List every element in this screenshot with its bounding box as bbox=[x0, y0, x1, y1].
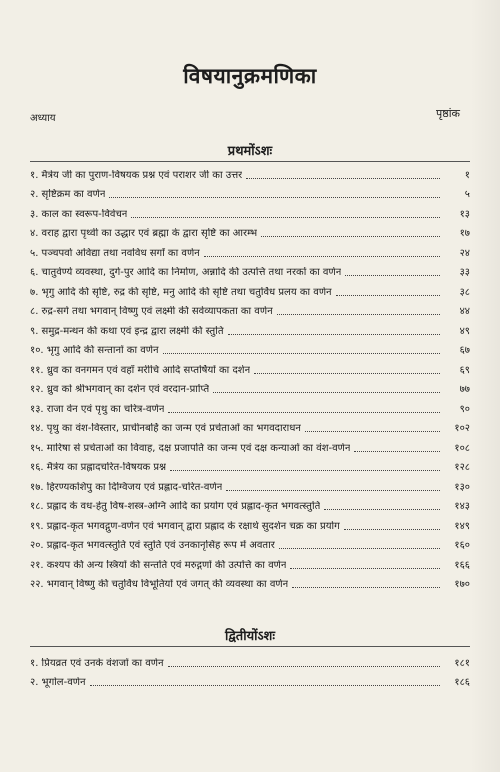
toc-row bbox=[30, 650, 470, 670]
toc-entry-title: १२. ध्रुव को श्रीभगवान् का दर्शन एवं वरदान-प्राप्ति bbox=[30, 384, 210, 395]
dot-leader bbox=[131, 217, 440, 218]
toc-entry-title: ११. ध्रुव का वनगमन एवं वहाँ मरीचि आदि सप्तर्षियों का दर्शन bbox=[30, 364, 251, 376]
dot-leader bbox=[90, 685, 440, 686]
section-divider bbox=[30, 646, 470, 647]
toc-entry-page: १२८ bbox=[454, 462, 470, 473]
toc-entry-title: ५. पञ्चपर्वा अविद्या तथा नवविध सर्गों का वर्णन bbox=[30, 247, 200, 259]
toc-entry-title: २. भूगोल-वर्णन bbox=[30, 677, 86, 688]
toc-row bbox=[30, 474, 470, 494]
dot-leader bbox=[226, 490, 440, 491]
toc-row bbox=[30, 435, 470, 455]
toc-row bbox=[30, 513, 470, 533]
page-title: विषयानुक्रमणिका bbox=[183, 64, 317, 88]
toc-entry-page: १३ bbox=[459, 208, 470, 220]
toc-entry-title: १५. मारिषा से प्रचेताओं का विवाह, दक्ष प्रजापति का जन्म एवं दक्ष कन्याओं का वंश-वर्णन bbox=[30, 442, 351, 454]
toc-entry-title: २२. भगवान् विष्णु की चतुर्विध विभूतियों एवं जगत् की व्यवस्था का वर्णन bbox=[30, 579, 289, 590]
toc-entry-page: १४९ bbox=[454, 520, 470, 532]
toc-entry-title: ९. समुद्र-मन्थन की कथा एवं इन्द्र द्वारा लक्ष्मी की स्तुति bbox=[30, 325, 224, 337]
toc-entry-page: ४४ bbox=[459, 306, 470, 317]
toc-row bbox=[30, 357, 470, 377]
dot-leader bbox=[336, 295, 440, 296]
toc-entry-page: ५ bbox=[464, 189, 470, 200]
toc-row bbox=[30, 182, 470, 202]
toc-entry-page: ६९ bbox=[459, 364, 470, 376]
toc-entry-title: १०. भृगु आदि की सन्तानों का वर्णन bbox=[30, 345, 159, 356]
toc-entry-title: ३. काल का स्वरूप-विवेचन bbox=[30, 208, 128, 220]
toc-entry-page: १८१ bbox=[454, 657, 470, 669]
toc-row bbox=[30, 494, 470, 514]
toc-entry-page: १०८ bbox=[454, 442, 470, 454]
toc-entry-title: २. सृष्टिक्रम का वर्णन bbox=[30, 189, 106, 200]
toc-row bbox=[30, 201, 470, 221]
toc-entry-title: १८. प्रह्लाद के वध-हेतु विष-शस्त्र-अग्नि आदि का प्रयोग एवं प्रह्लाद-कृत भगवत्स्तुति bbox=[30, 501, 321, 512]
toc-entry-page: ९० bbox=[459, 403, 470, 415]
toc-list-second-section bbox=[30, 650, 470, 689]
toc-row bbox=[30, 455, 470, 475]
toc-row bbox=[30, 533, 470, 553]
toc-entry-page: १०२ bbox=[454, 423, 470, 434]
toc-entry-title: १. प्रियव्रत एवं उनके वंशजों का वर्णन bbox=[30, 657, 164, 669]
section-title-second: द्वितीयोंऽशः bbox=[224, 629, 276, 644]
dot-leader bbox=[168, 412, 440, 413]
toc-entry-page: ४९ bbox=[459, 325, 470, 337]
toc-entry-title: १६. मैत्रेय का प्रह्लादचरित-विषयक प्रश्न bbox=[30, 462, 167, 473]
toc-entry-title: १४. पृथु का वंश-विस्तार, प्राचीनबर्हि का जन्म एवं प्रचेताओं का भगवदाराधन bbox=[30, 423, 301, 434]
section-title-first: प्रथमोंऽशः bbox=[227, 144, 273, 159]
dot-leader bbox=[109, 197, 440, 198]
toc-row bbox=[30, 260, 470, 280]
dot-leader bbox=[292, 587, 440, 588]
dot-leader bbox=[345, 275, 440, 276]
dot-leader bbox=[213, 392, 440, 393]
toc-row bbox=[30, 552, 470, 572]
column-header-page: पृष्ठांक bbox=[435, 107, 460, 120]
dot-leader bbox=[204, 256, 440, 257]
toc-entry-page: ६७ bbox=[459, 345, 470, 356]
dot-leader bbox=[254, 373, 440, 374]
toc-row bbox=[30, 162, 470, 182]
dot-leader bbox=[344, 529, 440, 530]
toc-entry-page: २४ bbox=[459, 247, 470, 259]
toc-entry-title: ८. रुद्र-सर्ग तथा भगवान् विष्णु एवं लक्ष्मी की सर्वव्यापकता का वर्णन bbox=[30, 306, 273, 317]
toc-row bbox=[30, 299, 470, 319]
toc-entry-page: १६० bbox=[454, 540, 470, 551]
dot-leader bbox=[168, 666, 440, 667]
toc-entry-title: १. मैत्रेय जी का पुराण-विषयक प्रश्न एवं पराशर जी का उत्तर bbox=[30, 169, 243, 181]
toc-entry-title: १७. हिरण्यकशिपु का दिग्विजय एवं प्रह्लाद-चरित-वर्णन bbox=[30, 481, 223, 493]
toc-entry-page: १७० bbox=[454, 579, 470, 590]
toc-entry-title: ६. चातुर्वर्ण्य व्यवस्था, दुर्ग-पुर आदि का निर्माण, अन्नादि की उत्पत्ति तथा नरकों का वर्णन bbox=[30, 267, 342, 278]
dot-leader bbox=[163, 353, 440, 354]
dot-leader bbox=[277, 314, 440, 315]
toc-list-first-section bbox=[30, 162, 470, 591]
dot-leader bbox=[324, 509, 440, 510]
toc-row bbox=[30, 318, 470, 338]
dot-leader bbox=[305, 431, 440, 432]
toc-entry-page: १८६ bbox=[454, 677, 470, 688]
toc-row bbox=[30, 240, 470, 260]
dot-leader bbox=[246, 178, 440, 179]
dot-leader bbox=[279, 548, 440, 549]
toc-entry-page: १४३ bbox=[454, 501, 470, 512]
page-edge-shadow bbox=[470, 0, 500, 772]
toc-entry-page: १७ bbox=[459, 228, 470, 239]
toc-entry-title: १३. राजा वेन एवं पृथु का चरित्र-वर्णन bbox=[30, 403, 165, 415]
toc-entry-title: ४. वराह द्वारा पृथ्वी का उद्धार एवं ब्रह्मा के द्वारा सृष्टि का आरम्भ bbox=[30, 228, 258, 239]
toc-entry-page: १ bbox=[464, 169, 470, 181]
toc-entry-page: १६६ bbox=[454, 559, 470, 571]
toc-entry-title: १९. प्रह्लाद-कृत भगवद्गुण-वर्णन एवं भगवान् द्वारा प्रह्लाद के रक्षार्थ सुदर्शन चक्र का प्रयोग bbox=[30, 520, 340, 532]
dot-leader bbox=[170, 470, 440, 471]
dot-leader bbox=[290, 568, 440, 569]
toc-row bbox=[30, 338, 470, 358]
toc-entry-page: ३३ bbox=[459, 267, 470, 278]
toc-row bbox=[30, 279, 470, 299]
toc-entry-page: १३० bbox=[454, 481, 470, 493]
toc-row bbox=[30, 396, 470, 416]
column-header-chapter: अध्याय bbox=[30, 113, 56, 124]
toc-row bbox=[30, 377, 470, 397]
toc-row bbox=[30, 416, 470, 436]
dot-leader bbox=[261, 236, 440, 237]
toc-row bbox=[30, 572, 470, 592]
toc-row bbox=[30, 221, 470, 241]
toc-entry-title: २०. प्रह्लाद-कृत भगवत्स्तुति एवं स्तुति एवं उनकानृसिंह रूप में अवतार bbox=[30, 540, 275, 551]
toc-entry-title: ७. भृगु आदि की सृष्टि, रुद्र की सृष्टि, मनु आदि की सृष्टि तथा चतुर्विध प्रलय का वर्णन bbox=[30, 286, 332, 298]
toc-entry-title: २१. कश्यप की अन्य स्त्रियों की सन्तति एवं मरुद्गणों की उत्पत्ति का वर्णन bbox=[30, 559, 287, 571]
dot-leader bbox=[354, 451, 440, 452]
dot-leader bbox=[228, 334, 440, 335]
toc-entry-page: ७७ bbox=[459, 384, 470, 395]
toc-row bbox=[30, 670, 470, 690]
toc-entry-page: ३८ bbox=[459, 286, 470, 298]
